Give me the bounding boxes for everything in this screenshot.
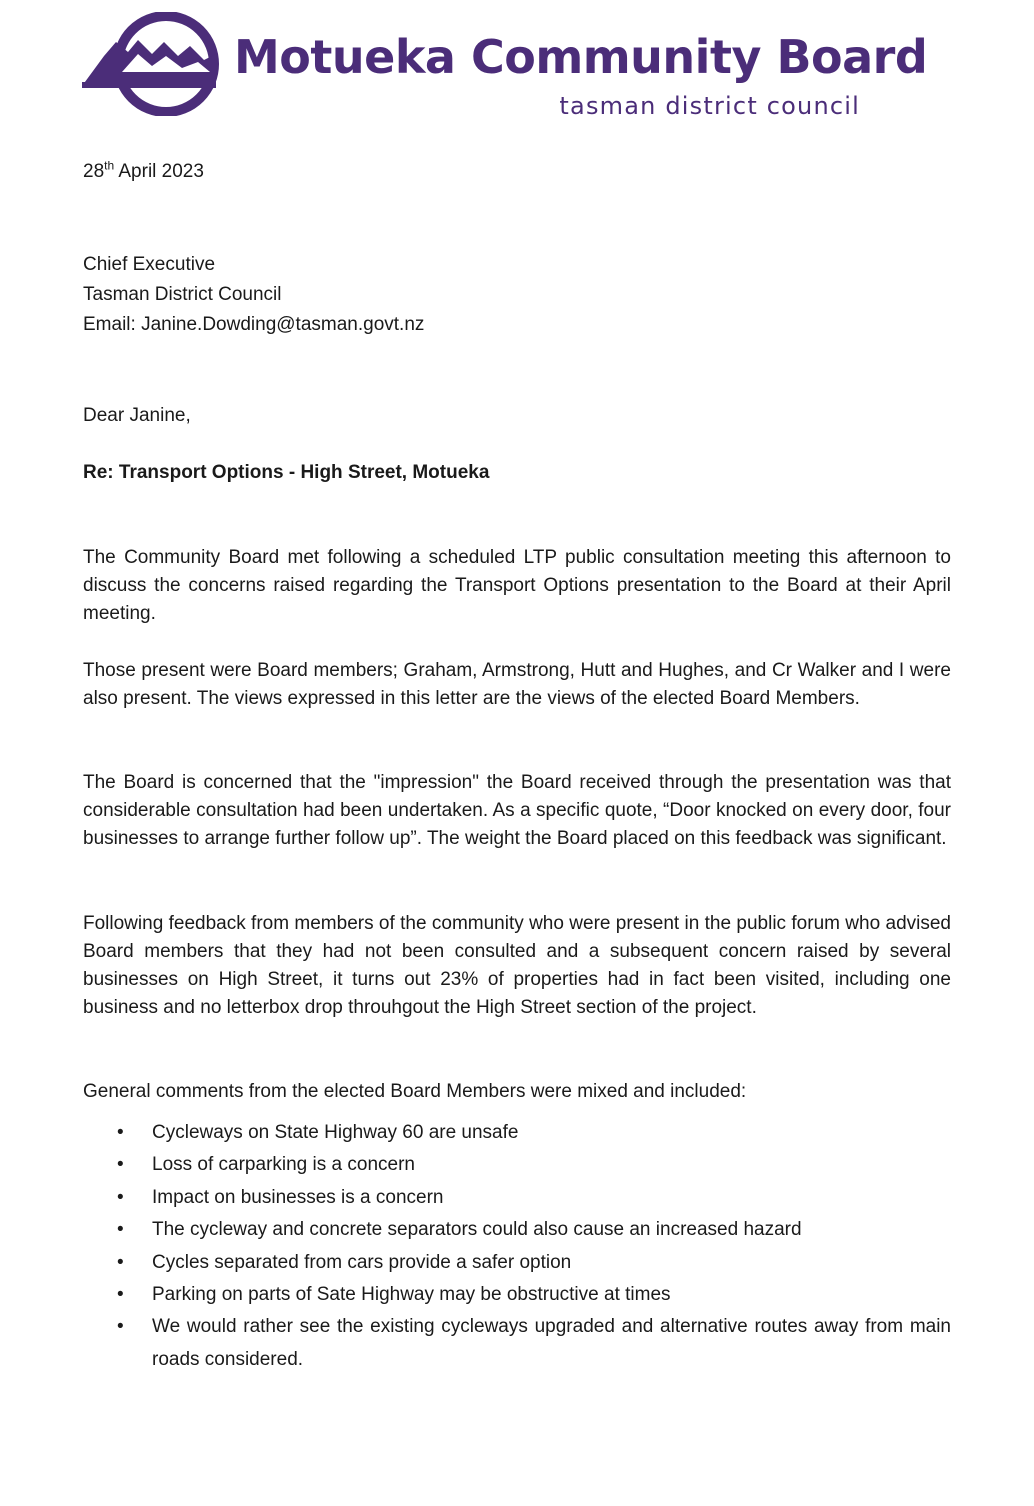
list-item: • Parking on parts of Sate Highway may be obstructive at times	[83, 1279, 951, 1311]
letterhead	[82, 12, 928, 122]
bullet-icon: •	[117, 1219, 124, 1241]
bullet-icon: •	[117, 1284, 124, 1306]
recipient-email: Email: Janine.Dowding@tasman.govt.nz	[83, 314, 425, 335]
bullet-icon: •	[117, 1122, 124, 1143]
list-item: • The cycleway and concrete separators could also cause an increased hazard	[83, 1214, 951, 1246]
date-month-year: April 2023	[114, 161, 204, 182]
bullet-icon: •	[117, 1251, 124, 1273]
recipient-title: Chief Executive	[83, 254, 216, 275]
bullet-icon: •	[117, 1186, 124, 1208]
letter-date	[83, 158, 204, 186]
recipient-address	[83, 250, 424, 340]
bullet-icon: •	[117, 1154, 124, 1176]
recipient-organization: Tasman District Council	[83, 284, 282, 305]
list-item: • We would rather see the existing cycleways upgraded and alternative routes away from main roads considered.	[83, 1311, 951, 1376]
paragraph-meeting: The Community Board met following a scheduled LTP public consultation meeting this afternoon to discuss the concerns raised regarding the Transport Options presentation to the Board at their April meeting.	[83, 547, 951, 624]
bullet-icon: •	[117, 1316, 124, 1338]
list-item: • Loss of carparking is a concern	[83, 1149, 951, 1181]
comments-list	[83, 1117, 951, 1376]
paragraph-attendees: Those present were Board members; Graham, Armstrong, Hutt and Hughes, and Cr Walker and I were also present. The views expressed in this letter are the views of the elected Board Members.	[83, 660, 951, 709]
date-day: 28	[83, 161, 105, 182]
organization-name: Motueka Community Board	[234, 30, 928, 84]
list-item: • Cycles separated from cars provide a safer option	[83, 1247, 951, 1279]
list-item: • Impact on businesses is a concern	[83, 1182, 951, 1214]
subject-line: Re: Transport Options - High Street, Motueka	[83, 462, 490, 483]
organization-subtitle: tasman district council	[559, 92, 860, 120]
list-item: • Cycleways on State Highway 60 are unsafe	[83, 1117, 951, 1149]
paragraph-concern: The Board is concerned that the "impression" the Board received through the presentation was that considerable consultation had been undertaken. As a specific quote, “Door knocked on every door, four businesses to arrange further follow up”. The weight the Board placed on this feedback was significant.	[83, 772, 951, 849]
paragraph-general-comments: General comments from the elected Board Members were mixed and included:	[83, 1081, 747, 1102]
salutation: Dear Janine,	[83, 405, 191, 426]
paragraph-feedback: Following feedback from members of the community who were present in the public forum who advised Board members that they had not been consulted and a subsequent concern raised by several businesses on High Street, it turns out 23% of properties had in fact been visited, including one business and no letterbox drop throuhgout the High Street section of the project.	[83, 913, 951, 1018]
mountain-circle-logo-icon	[82, 12, 222, 116]
date-suffix: th	[104, 158, 115, 173]
